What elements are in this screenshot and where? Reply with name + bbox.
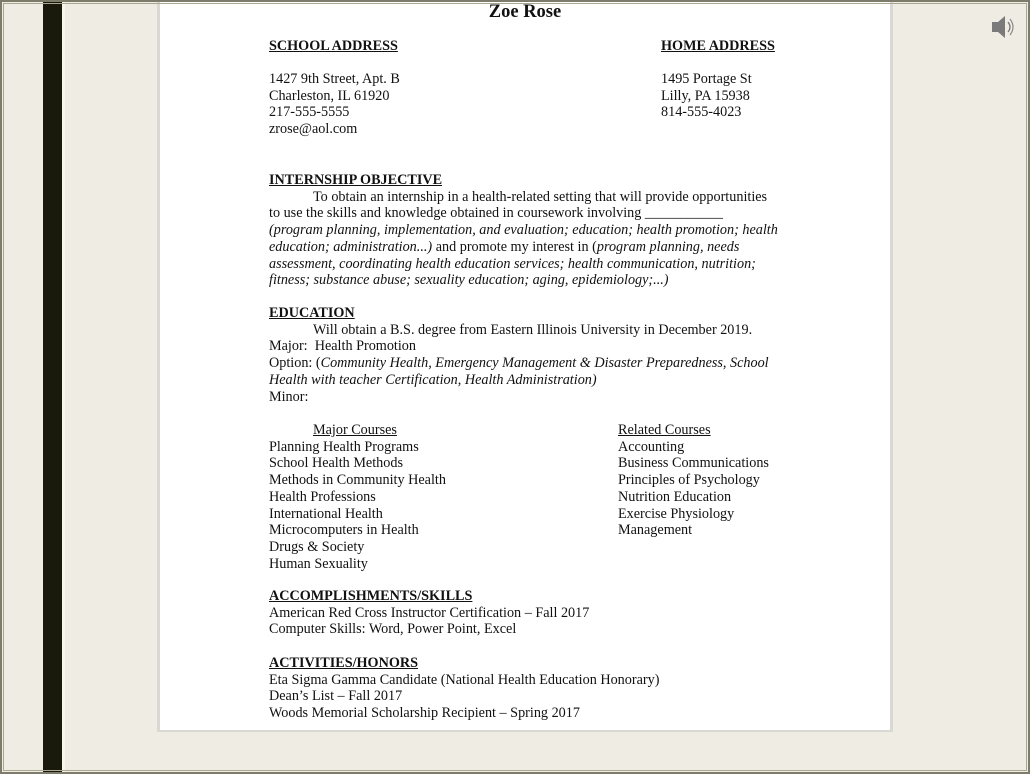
- school-city: Charleston, IL 61920: [269, 87, 390, 104]
- major-course-item: Health Professions: [269, 488, 376, 505]
- major-label: Major:: [269, 338, 308, 355]
- related-course-item: Accounting: [618, 438, 685, 455]
- objective-line-4c: program planning, needs: [596, 238, 740, 255]
- accomplishment-item: American Red Cross Instructor Certification – Fall 2017: [269, 604, 590, 621]
- activity-item: Woods Memorial Scholarship Recipient – Spring 2017: [269, 705, 580, 722]
- objective-line-6: fitness; substance abuse; sexuality education; aging, epidemiology;...): [269, 272, 669, 289]
- option-label: Option: (: [269, 355, 321, 372]
- left-decorative-bar: [43, 2, 62, 772]
- accomplishment-item: Computer Skills: Word, Power Point, Excel: [269, 621, 517, 638]
- home-phone: 814-555-4023: [661, 104, 742, 121]
- education-section: [269, 305, 809, 405]
- related-courses-list: [618, 422, 769, 539]
- education-heading: EDUCATION: [269, 305, 355, 321]
- major-course-item: Microcomputers in Health: [269, 522, 419, 539]
- speaker-volume-icon[interactable]: [990, 14, 1016, 40]
- objective-section: [269, 172, 809, 289]
- activities-heading: ACTIVITIES/HONORS: [269, 655, 419, 671]
- accomplishments-heading: ACCOMPLISHMENTS/SKILLS: [269, 588, 473, 604]
- major-course-item: Human Sexuality: [269, 555, 368, 572]
- activity-item: Eta Sigma Gamma Candidate (National Health Education Honorary): [269, 671, 660, 688]
- major-course-item: Methods in Community Health: [269, 472, 446, 489]
- document-page: [160, 2, 890, 730]
- major-courses-heading: Major Courses: [313, 422, 397, 438]
- major-course-item: School Health Methods: [269, 455, 403, 472]
- related-course-item: Exercise Physiology: [618, 505, 735, 522]
- degree-text: Will obtain a B.S. degree from Eastern Illinois University in December 2019.: [313, 321, 753, 338]
- major-course-item: International Health: [269, 505, 383, 522]
- related-course-item: Principles of Psychology: [618, 472, 760, 489]
- minor-label: Minor:: [269, 388, 309, 405]
- home-city: Lilly, PA 15938: [661, 87, 750, 104]
- school-street: 1427 9th Street, Apt. B: [269, 71, 400, 87]
- objective-line-3: (program planning, implementation, and evaluation; education; health promotion; health: [269, 222, 778, 239]
- objective-line-2: to use the skills and knowledge obtained in coursework involving ___________: [269, 205, 723, 222]
- activities-section: [269, 655, 809, 722]
- resume-name: Zoe Rose: [488, 2, 562, 22]
- home-street: 1495 Portage St: [661, 71, 752, 87]
- major-value: Health Promotion: [314, 338, 416, 355]
- school-address-block: [269, 71, 400, 138]
- home-address-block: [661, 71, 752, 121]
- major-course-item: Drugs & Society: [269, 538, 365, 555]
- option-line-1: Community Health, Emergency Management & Disaster Preparedness, School: [320, 355, 769, 372]
- objective-line-5: assessment, coordinating health education services; health communication, nutrition;: [269, 255, 756, 272]
- objective-line-1: To obtain an internship in a health-related setting that will provide opportunities: [313, 188, 768, 205]
- related-course-item: Nutrition Education: [618, 488, 732, 505]
- email: zrose@aol.com: [269, 121, 358, 138]
- objective-heading: INTERNSHIP OBJECTIVE: [269, 172, 443, 188]
- related-course-item: Management: [618, 522, 693, 539]
- related-courses-heading: Related Courses: [618, 422, 711, 438]
- school-address-heading: SCHOOL ADDRESS: [269, 38, 398, 54]
- accomplishments-section: [269, 588, 809, 638]
- activity-item: Dean’s List – Fall 2017: [269, 688, 403, 705]
- related-course-item: Business Communications: [618, 455, 769, 472]
- major-course-item: Planning Health Programs: [269, 438, 419, 455]
- school-phone: 217-555-5555: [269, 104, 350, 121]
- objective-line-4a: education; administration...): [269, 238, 433, 255]
- major-courses-list: [269, 422, 446, 572]
- option-line-2: Health with teacher Certification, Health Administration): [269, 371, 597, 388]
- objective-line-4b: and promote my interest in (: [432, 238, 597, 255]
- home-address-heading: HOME ADDRESS: [661, 38, 775, 54]
